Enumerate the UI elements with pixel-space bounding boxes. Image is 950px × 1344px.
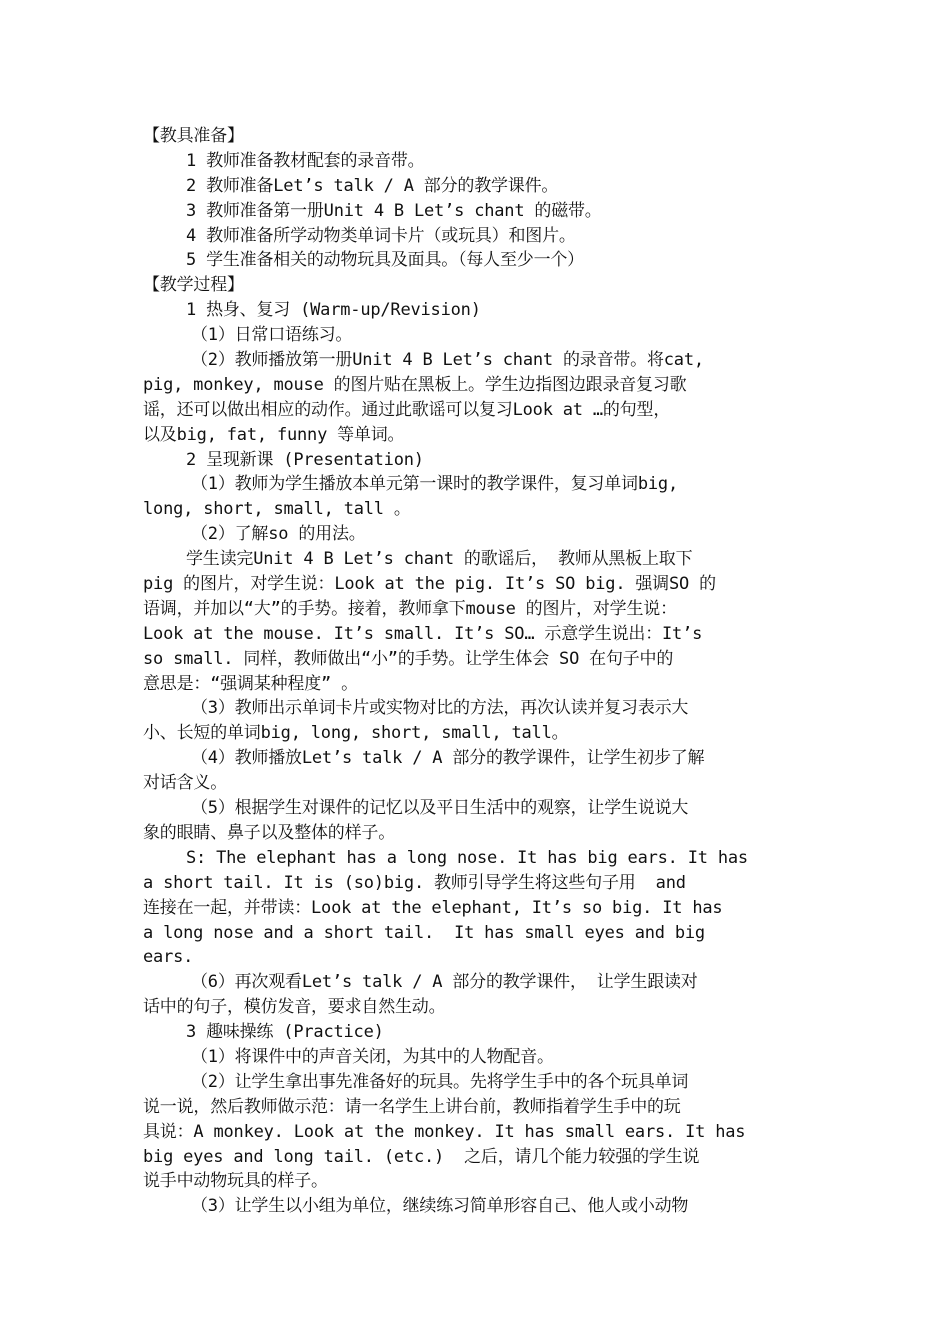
process-line: long, short, small, tall 。 <box>143 499 411 520</box>
process-line: a short tail. It is (so)big. 教师引导学生将这些句子用 and <box>143 872 686 893</box>
process-line: 连接在一起，并带读：Look at the elephant, It’s so big. It has <box>143 897 723 918</box>
process-line: 以及big, fat, funny 等单词。 <box>143 424 405 445</box>
process-heading: 3 趣味操练 (Practice) <box>186 1022 384 1043</box>
process-line: （1）将课件中的声音关闭，为其中的人物配音。 <box>191 1046 554 1067</box>
process-line: S: The elephant has a long nose. It has big ears. It has <box>186 847 748 868</box>
process-line: 对话含义。 <box>143 773 227 794</box>
prep-item: 4 教师准备所学动物类单词卡片（或玩具）和图片。 <box>186 225 576 246</box>
prep-item: 3 教师准备第一册Unit 4 B Let’s chant 的磁带。 <box>186 200 602 221</box>
prep-item: 1 教师准备教材配套的录音带。 <box>186 150 425 171</box>
process-line: 说一说，然后教师做示范：请一名学生上讲台前，教师指着学生手中的玩 <box>143 1096 681 1117</box>
process-line: 话中的句子，模仿发音，要求自然生动。 <box>143 997 446 1018</box>
process-line: （3）让学生以小组为单位，继续练习简单形容自己、他人或小动物 <box>191 1196 689 1217</box>
prep-item: 2 教师准备Let’s talk / A 部分的教学课件。 <box>186 175 559 196</box>
process-line: so small. 同样，教师做出“小”的手势。让学生体会 SO 在句子中的 <box>143 648 674 669</box>
process-line: 象的眼睛、鼻子以及整体的样子。 <box>143 822 395 843</box>
process-line: （4）教师播放Let’s talk / A 部分的教学课件，让学生初步了解 <box>191 748 705 769</box>
process-line: （5）根据学生对课件的记忆以及平日生活中的观察，让学生说说大 <box>191 798 689 819</box>
process-heading: 1 热身、复习 (Warm-up/Revision) <box>186 300 481 321</box>
process-line: ears. <box>143 947 194 968</box>
process-line: 学生读完Unit 4 B Let’s chant 的歌谣后， 教师从黑板上取下 <box>186 549 693 570</box>
lesson-plan-text <box>143 124 813 1219</box>
process-heading: 2 呈现新课 (Presentation) <box>186 449 424 470</box>
process-line: 语调，并加以“大”的手势。接着，教师拿下mouse 的图片，对学生说： <box>143 598 677 619</box>
process-line: big eyes and long tail. (etc.) 之后，请几个能力较强的学生说 <box>143 1146 700 1167</box>
section-title-prep: 【教具准备】 <box>143 126 244 146</box>
process-line: pig 的图片，对学生说：Look at the pig. It’s SO big. 强调SO 的 <box>143 574 716 595</box>
process-line: pig, monkey, mouse 的图片贴在黑板上。学生边指图边跟录音复习歌 <box>143 374 687 395</box>
process-line: 具说：A monkey. Look at the monkey. It has small ears. It has <box>143 1121 746 1142</box>
section-title-process: 【教学过程】 <box>143 275 244 296</box>
process-line: 说手中动物玩具的样子。 <box>143 1171 328 1192</box>
process-line: 谣，还可以做出相应的动作。通过此歌谣可以复习Look at …的句型， <box>143 399 671 420</box>
process-line: （3）教师出示单词卡片或实物对比的方法，再次认读并复习表示大 <box>191 698 689 719</box>
prep-item: 5 学生准备相关的动物玩具及面具。（每人至少一个） <box>186 250 584 271</box>
process-line: （2）了解so 的用法。 <box>191 524 366 545</box>
process-line: （2）教师播放第一册Unit 4 B Let’s chant 的录音带。将cat, <box>191 350 704 371</box>
process-line: （1）教师为学生播放本单元第一课时的教学课件，复习单词big, <box>191 474 678 495</box>
process-line: （6）再次观看Let’s talk / A 部分的教学课件， 让学生跟读对 <box>191 972 698 993</box>
process-line: （1）日常口语练习。 <box>191 325 353 346</box>
process-line: Look at the mouse. It’s small. It’s SO… 示意学生说出：It’s <box>143 623 703 644</box>
process-line: 小、长短的单词big, long, short, small, tall。 <box>143 723 569 744</box>
process-line: a long nose and a short tail. It has small eyes and big <box>143 922 705 943</box>
process-line: 意思是：“强调某种程度” 。 <box>143 673 358 694</box>
process-line: （2）让学生拿出事先准备好的玩具。先将学生手中的各个玩具单词 <box>191 1071 689 1092</box>
